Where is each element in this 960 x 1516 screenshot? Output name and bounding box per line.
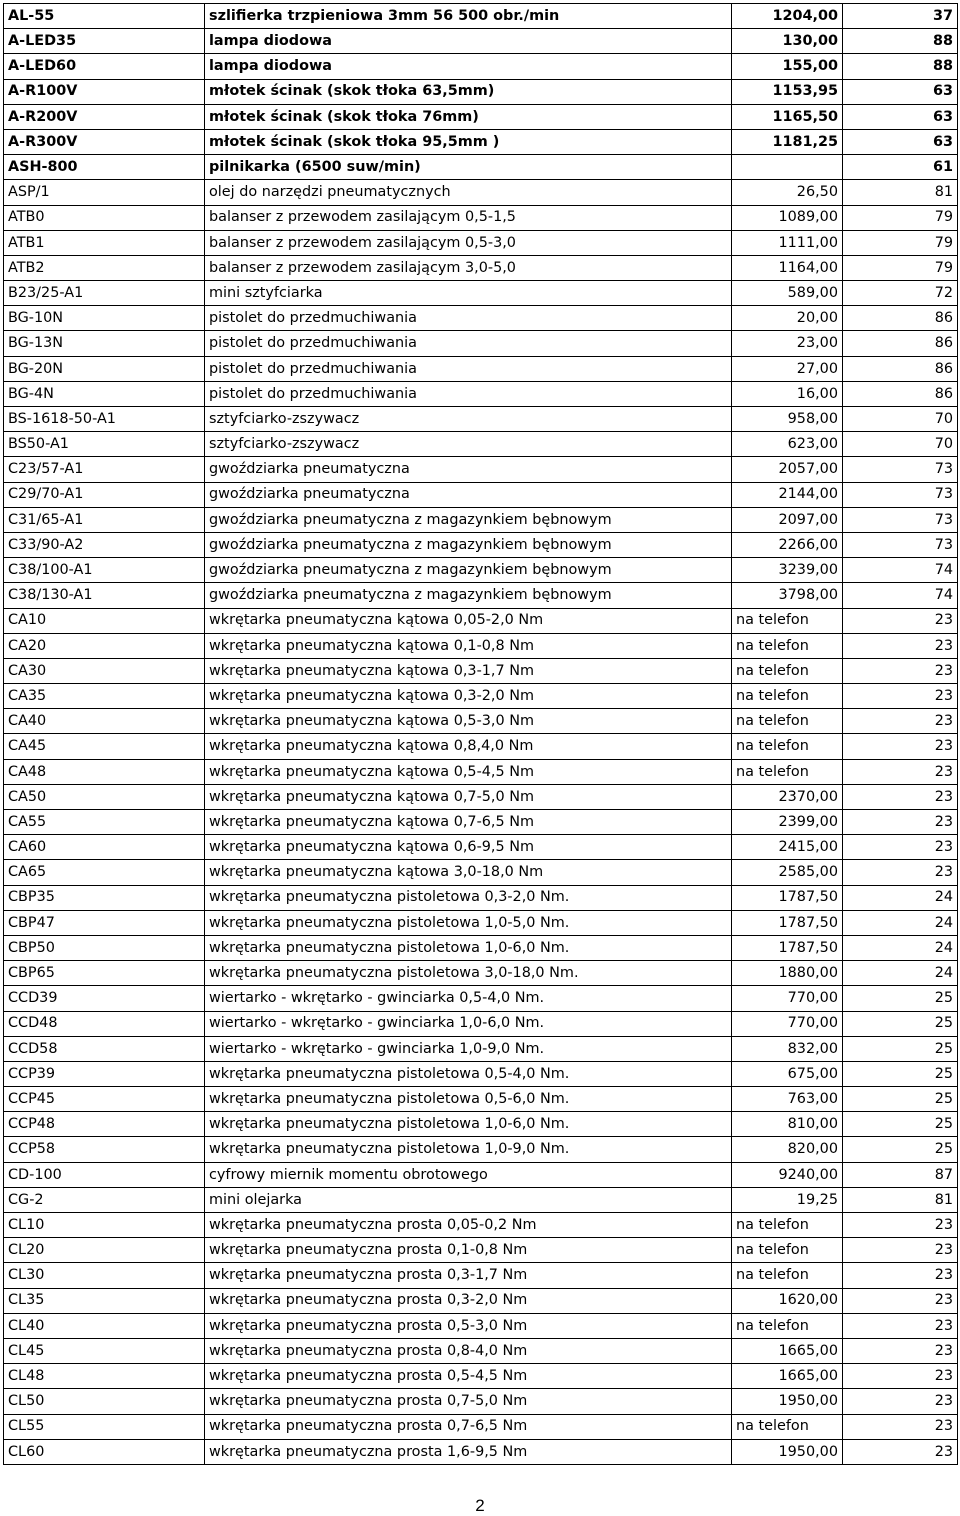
table-row: [4, 1011, 958, 1036]
product-description-cell: wkrętarka pneumatyczna prosta 1,6-9,5 Nm: [205, 1439, 732, 1464]
table-row: [4, 835, 958, 860]
product-code-cell: CL48: [4, 1364, 205, 1389]
price-cell: 1787,50: [732, 910, 843, 935]
table-row: [4, 155, 958, 180]
table-row: [4, 1187, 958, 1212]
table-row: [4, 1213, 958, 1238]
catalog-page-cell: 25: [843, 1087, 958, 1112]
catalog-page-cell: 23: [843, 860, 958, 885]
catalog-page-cell: 24: [843, 961, 958, 986]
table-row: [4, 935, 958, 960]
product-code-cell: CCP39: [4, 1061, 205, 1086]
catalog-page-cell: 25: [843, 1137, 958, 1162]
table-row: [4, 482, 958, 507]
product-code-cell: C23/57-A1: [4, 457, 205, 482]
table-row: [4, 4, 958, 29]
product-description-cell: pilnikarka (6500 suw/min): [205, 155, 732, 180]
table-row: [4, 658, 958, 683]
catalog-page-cell: 81: [843, 180, 958, 205]
price-cell: 763,00: [732, 1087, 843, 1112]
product-description-cell: pistolet do przedmuchiwania: [205, 331, 732, 356]
price-cell: 2057,00: [732, 457, 843, 482]
table-row: [4, 1112, 958, 1137]
product-description-cell: wiertarko - wkrętarko - gwinciarka 1,0-6,0 Nm.: [205, 1011, 732, 1036]
catalog-page-cell: 23: [843, 1439, 958, 1464]
price-cell: 1165,50: [732, 104, 843, 129]
product-description-cell: wkrętarka pneumatyczna kątowa 0,1-0,8 Nm: [205, 633, 732, 658]
table-row: [4, 1338, 958, 1363]
catalog-page-cell: 23: [843, 709, 958, 734]
product-description-cell: gwoździarka pneumatyczna z magazynkiem bębnowym: [205, 558, 732, 583]
product-code-cell: BG-4N: [4, 381, 205, 406]
catalog-page-cell: 23: [843, 1364, 958, 1389]
catalog-page-cell: 86: [843, 356, 958, 381]
product-code-cell: C38/100-A1: [4, 558, 205, 583]
price-cell: 1153,95: [732, 79, 843, 104]
catalog-page-cell: 23: [843, 1213, 958, 1238]
price-cell: na telefon: [732, 1238, 843, 1263]
price-cell: 19,25: [732, 1187, 843, 1212]
price-cell: 23,00: [732, 331, 843, 356]
product-code-cell: CL20: [4, 1238, 205, 1263]
product-description-cell: wkrętarka pneumatyczna kątowa 0,7-6,5 Nm: [205, 810, 732, 835]
price-cell: 2370,00: [732, 784, 843, 809]
product-description-cell: młotek ścinak (skok tłoka 95,5mm ): [205, 129, 732, 154]
table-row: [4, 860, 958, 885]
table-row: [4, 759, 958, 784]
price-cell: 1620,00: [732, 1288, 843, 1313]
price-cell: 27,00: [732, 356, 843, 381]
product-code-cell: BG-10N: [4, 306, 205, 331]
catalog-page-cell: 37: [843, 4, 958, 29]
product-code-cell: CA45: [4, 734, 205, 759]
price-cell: 155,00: [732, 54, 843, 79]
product-code-cell: CL30: [4, 1263, 205, 1288]
catalog-page-cell: 73: [843, 532, 958, 557]
product-description-cell: wkrętarka pneumatyczna kątowa 0,5-4,5 Nm: [205, 759, 732, 784]
product-code-cell: C33/90-A2: [4, 532, 205, 557]
product-code-cell: CA35: [4, 684, 205, 709]
product-code-cell: BG-20N: [4, 356, 205, 381]
product-code-cell: CA10: [4, 608, 205, 633]
table-row: [4, 180, 958, 205]
catalog-page-cell: 63: [843, 79, 958, 104]
product-description-cell: wkrętarka pneumatyczna prosta 0,3-2,0 Nm: [205, 1288, 732, 1313]
table-row: [4, 1288, 958, 1313]
product-code-cell: CL40: [4, 1313, 205, 1338]
price-cell: 770,00: [732, 986, 843, 1011]
product-code-cell: ATB1: [4, 230, 205, 255]
product-description-cell: wiertarko - wkrętarko - gwinciarka 1,0-9,0 Nm.: [205, 1036, 732, 1061]
product-description-cell: mini sztyfciarka: [205, 281, 732, 306]
table-row: [4, 356, 958, 381]
product-code-cell: CL35: [4, 1288, 205, 1313]
product-description-cell: balanser z przewodem zasilającym 3,0-5,0: [205, 255, 732, 280]
price-cell: 1787,50: [732, 935, 843, 960]
product-description-cell: wkrętarka pneumatyczna kątowa 0,3-2,0 Nm: [205, 684, 732, 709]
table-row: [4, 684, 958, 709]
product-description-cell: pistolet do przedmuchiwania: [205, 381, 732, 406]
catalog-page-cell: 74: [843, 558, 958, 583]
catalog-page-cell: 23: [843, 1263, 958, 1288]
price-cell: 2266,00: [732, 532, 843, 557]
product-description-cell: wkrętarka pneumatyczna kątowa 3,0-18,0 Nm: [205, 860, 732, 885]
product-description-cell: wkrętarka pneumatyczna kątowa 0,7-5,0 Nm: [205, 784, 732, 809]
table-row: [4, 1162, 958, 1187]
product-description-cell: wkrętarka pneumatyczna prosta 0,05-0,2 Nm: [205, 1213, 732, 1238]
table-row: [4, 885, 958, 910]
product-description-cell: wkrętarka pneumatyczna pistoletowa 0,3-2,0 Nm.: [205, 885, 732, 910]
catalog-page-cell: 23: [843, 810, 958, 835]
price-cell: [732, 155, 843, 180]
product-code-cell: CD-100: [4, 1162, 205, 1187]
table-row: [4, 281, 958, 306]
price-cell: na telefon: [732, 734, 843, 759]
price-cell: 130,00: [732, 29, 843, 54]
price-cell: 820,00: [732, 1137, 843, 1162]
product-code-cell: BG-13N: [4, 331, 205, 356]
table-row: [4, 230, 958, 255]
product-code-cell: AL-55: [4, 4, 205, 29]
catalog-page-cell: 72: [843, 281, 958, 306]
price-cell: 1665,00: [732, 1338, 843, 1363]
price-cell: na telefon: [732, 1414, 843, 1439]
table-row: [4, 583, 958, 608]
catalog-page-cell: 25: [843, 1112, 958, 1137]
product-code-cell: CA48: [4, 759, 205, 784]
catalog-page-cell: 23: [843, 835, 958, 860]
price-cell: 2144,00: [732, 482, 843, 507]
product-code-cell: CA50: [4, 784, 205, 809]
price-cell: na telefon: [732, 658, 843, 683]
table-row: [4, 810, 958, 835]
product-code-cell: A-R200V: [4, 104, 205, 129]
catalog-page-cell: 23: [843, 759, 958, 784]
product-description-cell: gwoździarka pneumatyczna z magazynkiem bębnowym: [205, 532, 732, 557]
price-cell: 16,00: [732, 381, 843, 406]
product-code-cell: CA55: [4, 810, 205, 835]
product-description-cell: wkrętarka pneumatyczna pistoletowa 0,5-4,0 Nm.: [205, 1061, 732, 1086]
price-cell: 1089,00: [732, 205, 843, 230]
product-code-cell: CA40: [4, 709, 205, 734]
catalog-page-cell: 24: [843, 935, 958, 960]
catalog-page-cell: 79: [843, 205, 958, 230]
catalog-page-cell: 86: [843, 306, 958, 331]
price-cell: na telefon: [732, 608, 843, 633]
catalog-page-cell: 23: [843, 1338, 958, 1363]
catalog-page-cell: 25: [843, 1011, 958, 1036]
catalog-page-cell: 23: [843, 608, 958, 633]
table-row: [4, 608, 958, 633]
price-cell: 26,50: [732, 180, 843, 205]
product-description-cell: wkrętarka pneumatyczna kątowa 0,3-1,7 Nm: [205, 658, 732, 683]
product-code-cell: CCP45: [4, 1087, 205, 1112]
catalog-page-cell: 23: [843, 1414, 958, 1439]
product-code-cell: CL10: [4, 1213, 205, 1238]
price-list-table: [3, 3, 958, 1465]
catalog-page-cell: 23: [843, 1389, 958, 1414]
product-description-cell: wkrętarka pneumatyczna prosta 0,5-3,0 Nm: [205, 1313, 732, 1338]
product-description-cell: młotek ścinak (skok tłoka 63,5mm): [205, 79, 732, 104]
table-row: [4, 432, 958, 457]
price-cell: na telefon: [732, 684, 843, 709]
product-code-cell: CCD39: [4, 986, 205, 1011]
table-row: [4, 54, 958, 79]
product-code-cell: CA30: [4, 658, 205, 683]
table-row: [4, 1364, 958, 1389]
product-description-cell: gwoździarka pneumatyczna z magazynkiem bębnowym: [205, 583, 732, 608]
product-code-cell: CL50: [4, 1389, 205, 1414]
product-description-cell: wkrętarka pneumatyczna pistoletowa 1,0-6,0 Nm.: [205, 935, 732, 960]
price-cell: na telefon: [732, 1263, 843, 1288]
price-cell: 1950,00: [732, 1389, 843, 1414]
table-row: [4, 910, 958, 935]
price-cell: na telefon: [732, 709, 843, 734]
product-code-cell: CA60: [4, 835, 205, 860]
table-row: [4, 331, 958, 356]
product-description-cell: cyfrowy miernik momentu obrotowego: [205, 1162, 732, 1187]
price-cell: na telefon: [732, 759, 843, 784]
product-code-cell: CA65: [4, 860, 205, 885]
price-cell: 1787,50: [732, 885, 843, 910]
table-row: [4, 1238, 958, 1263]
table-row: [4, 457, 958, 482]
table-row: [4, 1439, 958, 1464]
product-code-cell: A-R300V: [4, 129, 205, 154]
price-cell: na telefon: [732, 1313, 843, 1338]
table-row: [4, 129, 958, 154]
table-row: [4, 1087, 958, 1112]
price-cell: 958,00: [732, 407, 843, 432]
product-description-cell: sztyfciarko-zszywacz: [205, 432, 732, 457]
product-description-cell: wkrętarka pneumatyczna kątowa 0,5-3,0 Nm: [205, 709, 732, 734]
price-cell: 1164,00: [732, 255, 843, 280]
price-cell: 810,00: [732, 1112, 843, 1137]
product-description-cell: wkrętarka pneumatyczna prosta 0,1-0,8 Nm: [205, 1238, 732, 1263]
price-cell: 1950,00: [732, 1439, 843, 1464]
catalog-page-cell: 23: [843, 658, 958, 683]
price-cell: 770,00: [732, 1011, 843, 1036]
price-cell: 2415,00: [732, 835, 843, 860]
product-code-cell: ASP/1: [4, 180, 205, 205]
table-row: [4, 29, 958, 54]
table-row: [4, 381, 958, 406]
price-cell: 9240,00: [732, 1162, 843, 1187]
product-description-cell: wkrętarka pneumatyczna pistoletowa 3,0-18,0 Nm.: [205, 961, 732, 986]
table-row: [4, 633, 958, 658]
product-code-cell: ATB2: [4, 255, 205, 280]
product-description-cell: szlifierka trzpieniowa 3mm 56 500 obr./min: [205, 4, 732, 29]
product-description-cell: wkrętarka pneumatyczna kątowa 0,8,4,0 Nm: [205, 734, 732, 759]
price-cell: 1181,25: [732, 129, 843, 154]
table-row: [4, 1061, 958, 1086]
catalog-page-cell: 23: [843, 784, 958, 809]
product-code-cell: BS50-A1: [4, 432, 205, 457]
table-row: [4, 306, 958, 331]
table-row: [4, 532, 958, 557]
catalog-page-cell: 86: [843, 381, 958, 406]
table-row: [4, 407, 958, 432]
product-code-cell: CBP50: [4, 935, 205, 960]
table-row: [4, 104, 958, 129]
product-code-cell: BS-1618-50-A1: [4, 407, 205, 432]
catalog-page-cell: 88: [843, 54, 958, 79]
catalog-page-cell: 73: [843, 482, 958, 507]
catalog-page-cell: 61: [843, 155, 958, 180]
product-description-cell: młotek ścinak (skok tłoka 76mm): [205, 104, 732, 129]
product-description-cell: lampa diodowa: [205, 54, 732, 79]
product-description-cell: olej do narzędzi pneumatycznych: [205, 180, 732, 205]
price-cell: 832,00: [732, 1036, 843, 1061]
product-description-cell: balanser z przewodem zasilającym 0,5-3,0: [205, 230, 732, 255]
catalog-page-cell: 25: [843, 1036, 958, 1061]
product-code-cell: ASH-800: [4, 155, 205, 180]
catalog-page-cell: 24: [843, 885, 958, 910]
product-description-cell: gwoździarka pneumatyczna: [205, 457, 732, 482]
table-row: [4, 1036, 958, 1061]
product-code-cell: CL55: [4, 1414, 205, 1439]
product-code-cell: C29/70-A1: [4, 482, 205, 507]
product-description-cell: wkrętarka pneumatyczna pistoletowa 1,0-5,0 Nm.: [205, 910, 732, 935]
product-code-cell: A-R100V: [4, 79, 205, 104]
catalog-page-cell: 73: [843, 507, 958, 532]
price-cell: na telefon: [732, 633, 843, 658]
catalog-page-cell: 70: [843, 432, 958, 457]
table-row: [4, 507, 958, 532]
catalog-page-cell: 81: [843, 1187, 958, 1212]
product-description-cell: wkrętarka pneumatyczna kątowa 0,6-9,5 Nm: [205, 835, 732, 860]
table-row: [4, 1263, 958, 1288]
table-row: [4, 1137, 958, 1162]
table-row: [4, 784, 958, 809]
product-code-cell: ATB0: [4, 205, 205, 230]
product-code-cell: CBP65: [4, 961, 205, 986]
product-description-cell: pistolet do przedmuchiwania: [205, 306, 732, 331]
catalog-page-cell: 24: [843, 910, 958, 935]
product-code-cell: CBP35: [4, 885, 205, 910]
price-cell: na telefon: [732, 1213, 843, 1238]
catalog-page-cell: 23: [843, 1288, 958, 1313]
product-code-cell: A-LED35: [4, 29, 205, 54]
price-cell: 1665,00: [732, 1364, 843, 1389]
product-description-cell: gwoździarka pneumatyczna z magazynkiem bębnowym: [205, 507, 732, 532]
product-description-cell: wkrętarka pneumatyczna prosta 0,5-4,5 Nm: [205, 1364, 732, 1389]
price-cell: 20,00: [732, 306, 843, 331]
product-code-cell: CBP47: [4, 910, 205, 935]
table-row: [4, 1313, 958, 1338]
product-code-cell: A-LED60: [4, 54, 205, 79]
table-row: [4, 1389, 958, 1414]
product-description-cell: pistolet do przedmuchiwania: [205, 356, 732, 381]
catalog-page-cell: 23: [843, 633, 958, 658]
table-row: [4, 255, 958, 280]
product-code-cell: C31/65-A1: [4, 507, 205, 532]
table-row: [4, 1414, 958, 1439]
product-code-cell: CCD58: [4, 1036, 205, 1061]
product-code-cell: CL45: [4, 1338, 205, 1363]
product-code-cell: CG-2: [4, 1187, 205, 1212]
product-code-cell: C38/130-A1: [4, 583, 205, 608]
table-row: [4, 709, 958, 734]
catalog-page-cell: 87: [843, 1162, 958, 1187]
price-cell: 2097,00: [732, 507, 843, 532]
product-description-cell: gwoździarka pneumatyczna: [205, 482, 732, 507]
product-description-cell: wkrętarka pneumatyczna pistoletowa 1,0-6,0 Nm.: [205, 1112, 732, 1137]
price-cell: 1111,00: [732, 230, 843, 255]
catalog-page-cell: 25: [843, 986, 958, 1011]
catalog-page-cell: 23: [843, 734, 958, 759]
product-code-cell: CA20: [4, 633, 205, 658]
price-cell: 1880,00: [732, 961, 843, 986]
table-row: [4, 79, 958, 104]
product-description-cell: wkrętarka pneumatyczna prosta 0,7-6,5 Nm: [205, 1414, 732, 1439]
product-description-cell: sztyfciarko-zszywacz: [205, 407, 732, 432]
table-row: [4, 734, 958, 759]
product-description-cell: wkrętarka pneumatyczna pistoletowa 1,0-9,0 Nm.: [205, 1137, 732, 1162]
catalog-page-cell: 63: [843, 129, 958, 154]
product-code-cell: CCD48: [4, 1011, 205, 1036]
price-cell: 675,00: [732, 1061, 843, 1086]
catalog-page-cell: 74: [843, 583, 958, 608]
table-row: [4, 961, 958, 986]
catalog-page-cell: 88: [843, 29, 958, 54]
product-description-cell: wiertarko - wkrętarko - gwinciarka 0,5-4,0 Nm.: [205, 986, 732, 1011]
catalog-page-cell: 25: [843, 1061, 958, 1086]
product-description-cell: wkrętarka pneumatyczna pistoletowa 0,5-6,0 Nm.: [205, 1087, 732, 1112]
catalog-page-cell: 79: [843, 255, 958, 280]
catalog-page-cell: 70: [843, 407, 958, 432]
price-list-body: [4, 4, 958, 1465]
product-code-cell: CCP48: [4, 1112, 205, 1137]
product-description-cell: wkrętarka pneumatyczna prosta 0,7-5,0 Nm: [205, 1389, 732, 1414]
page-number: 2: [475, 1496, 485, 1515]
product-description-cell: wkrętarka pneumatyczna kątowa 0,05-2,0 Nm: [205, 608, 732, 633]
price-cell: 3798,00: [732, 583, 843, 608]
table-row: [4, 205, 958, 230]
price-cell: 3239,00: [732, 558, 843, 583]
product-description-cell: wkrętarka pneumatyczna prosta 0,3-1,7 Nm: [205, 1263, 732, 1288]
catalog-page-cell: 23: [843, 1238, 958, 1263]
catalog-page-cell: 73: [843, 457, 958, 482]
catalog-page-cell: 86: [843, 331, 958, 356]
price-cell: 1204,00: [732, 4, 843, 29]
product-code-cell: CL60: [4, 1439, 205, 1464]
price-cell: 623,00: [732, 432, 843, 457]
catalog-page-cell: 63: [843, 104, 958, 129]
product-description-cell: mini olejarka: [205, 1187, 732, 1212]
price-cell: 2399,00: [732, 810, 843, 835]
catalog-page-cell: 23: [843, 684, 958, 709]
product-description-cell: balanser z przewodem zasilającym 0,5-1,5: [205, 205, 732, 230]
catalog-page-cell: 23: [843, 1313, 958, 1338]
price-cell: 589,00: [732, 281, 843, 306]
product-code-cell: CCP58: [4, 1137, 205, 1162]
catalog-page-cell: 79: [843, 230, 958, 255]
product-description-cell: lampa diodowa: [205, 29, 732, 54]
price-cell: 2585,00: [732, 860, 843, 885]
product-code-cell: B23/25-A1: [4, 281, 205, 306]
product-description-cell: wkrętarka pneumatyczna prosta 0,8-4,0 Nm: [205, 1338, 732, 1363]
table-row: [4, 986, 958, 1011]
table-row: [4, 558, 958, 583]
